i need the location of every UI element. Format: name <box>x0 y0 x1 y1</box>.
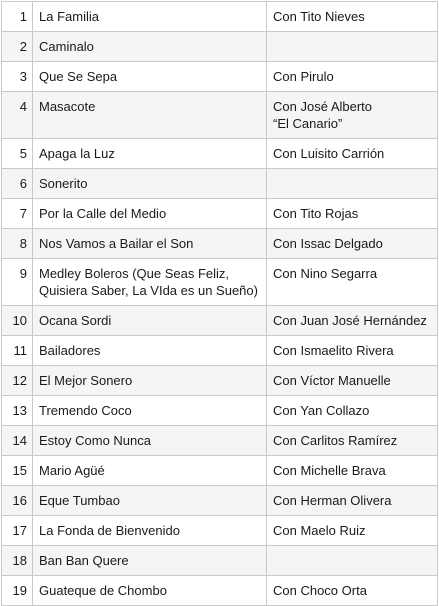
track-title: Nos Vamos a Bailar el Son <box>33 229 267 259</box>
track-title: Estoy Como Nunca <box>33 426 267 456</box>
track-row <box>2 576 438 606</box>
track-number: 7 <box>2 199 33 229</box>
track-row <box>2 2 438 32</box>
track-featuring: Con Michelle Brava <box>267 456 438 486</box>
track-title: Mario Agüé <box>33 456 267 486</box>
track-number: 5 <box>2 139 33 169</box>
track-featuring: Con Carlitos Ramírez <box>267 426 438 456</box>
track-featuring: Con Luisito Carrión <box>267 139 438 169</box>
track-number: 17 <box>2 516 33 546</box>
track-number: 11 <box>2 336 33 366</box>
track-title: Eque Tumbao <box>33 486 267 516</box>
track-number: 9 <box>2 259 33 306</box>
track-row <box>2 139 438 169</box>
track-row <box>2 456 438 486</box>
track-row <box>2 169 438 199</box>
track-number: 14 <box>2 426 33 456</box>
track-featuring: Con Pirulo <box>267 62 438 92</box>
track-featuring: Con Víctor Manuelle <box>267 366 438 396</box>
track-number: 4 <box>2 92 33 139</box>
track-row <box>2 396 438 426</box>
track-featuring: Con Tito Rojas <box>267 199 438 229</box>
track-featuring <box>267 546 438 576</box>
tracklist-body <box>2 2 438 606</box>
track-featuring <box>267 169 438 199</box>
track-title: Ocana Sordi <box>33 306 267 336</box>
track-number: 3 <box>2 62 33 92</box>
track-row <box>2 336 438 366</box>
track-featuring: Con Issac Delgado <box>267 229 438 259</box>
track-number: 16 <box>2 486 33 516</box>
track-featuring: Con Tito Nieves <box>267 2 438 32</box>
track-title: Guateque de Chombo <box>33 576 267 606</box>
track-number: 1 <box>2 2 33 32</box>
track-title: Que Se Sepa <box>33 62 267 92</box>
track-row <box>2 259 438 306</box>
track-title: Caminalo <box>33 32 267 62</box>
track-featuring: Con Nino Segarra <box>267 259 438 306</box>
track-title: El Mejor Sonero <box>33 366 267 396</box>
track-number: 18 <box>2 546 33 576</box>
track-featuring: Con Choco Orta <box>267 576 438 606</box>
track-number: 10 <box>2 306 33 336</box>
track-number: 15 <box>2 456 33 486</box>
track-number: 19 <box>2 576 33 606</box>
track-title: Sonerito <box>33 169 267 199</box>
track-number: 2 <box>2 32 33 62</box>
track-row <box>2 516 438 546</box>
track-row <box>2 306 438 336</box>
track-featuring: Con Herman Olivera <box>267 486 438 516</box>
track-row <box>2 62 438 92</box>
track-row <box>2 486 438 516</box>
track-featuring: Con Ismaelito Rivera <box>267 336 438 366</box>
track-row <box>2 92 438 139</box>
track-title: Por la Calle del Medio <box>33 199 267 229</box>
track-title: Medley Boleros (Que Seas Feliz, Quisiera Saber, La VIda es un Sueño) <box>33 259 267 306</box>
track-number: 12 <box>2 366 33 396</box>
track-featuring: Con Yan Collazo <box>267 396 438 426</box>
track-title: Ban Ban Quere <box>33 546 267 576</box>
track-featuring: Con José Alberto “El Canario” <box>267 92 438 139</box>
track-title: La Fonda de Bienvenido <box>33 516 267 546</box>
track-row <box>2 229 438 259</box>
track-title: Bailadores <box>33 336 267 366</box>
track-row <box>2 199 438 229</box>
track-row <box>2 546 438 576</box>
track-number: 6 <box>2 169 33 199</box>
track-title: La Familia <box>33 2 267 32</box>
track-featuring: Con Juan José Hernández <box>267 306 438 336</box>
track-featuring <box>267 32 438 62</box>
track-featuring: Con Maelo Ruiz <box>267 516 438 546</box>
track-title: Tremendo Coco <box>33 396 267 426</box>
tracklist-table <box>1 1 438 606</box>
track-title: Masacote <box>33 92 267 139</box>
track-number: 13 <box>2 396 33 426</box>
track-row <box>2 426 438 456</box>
track-title: Apaga la Luz <box>33 139 267 169</box>
track-row <box>2 366 438 396</box>
track-row <box>2 32 438 62</box>
track-number: 8 <box>2 229 33 259</box>
